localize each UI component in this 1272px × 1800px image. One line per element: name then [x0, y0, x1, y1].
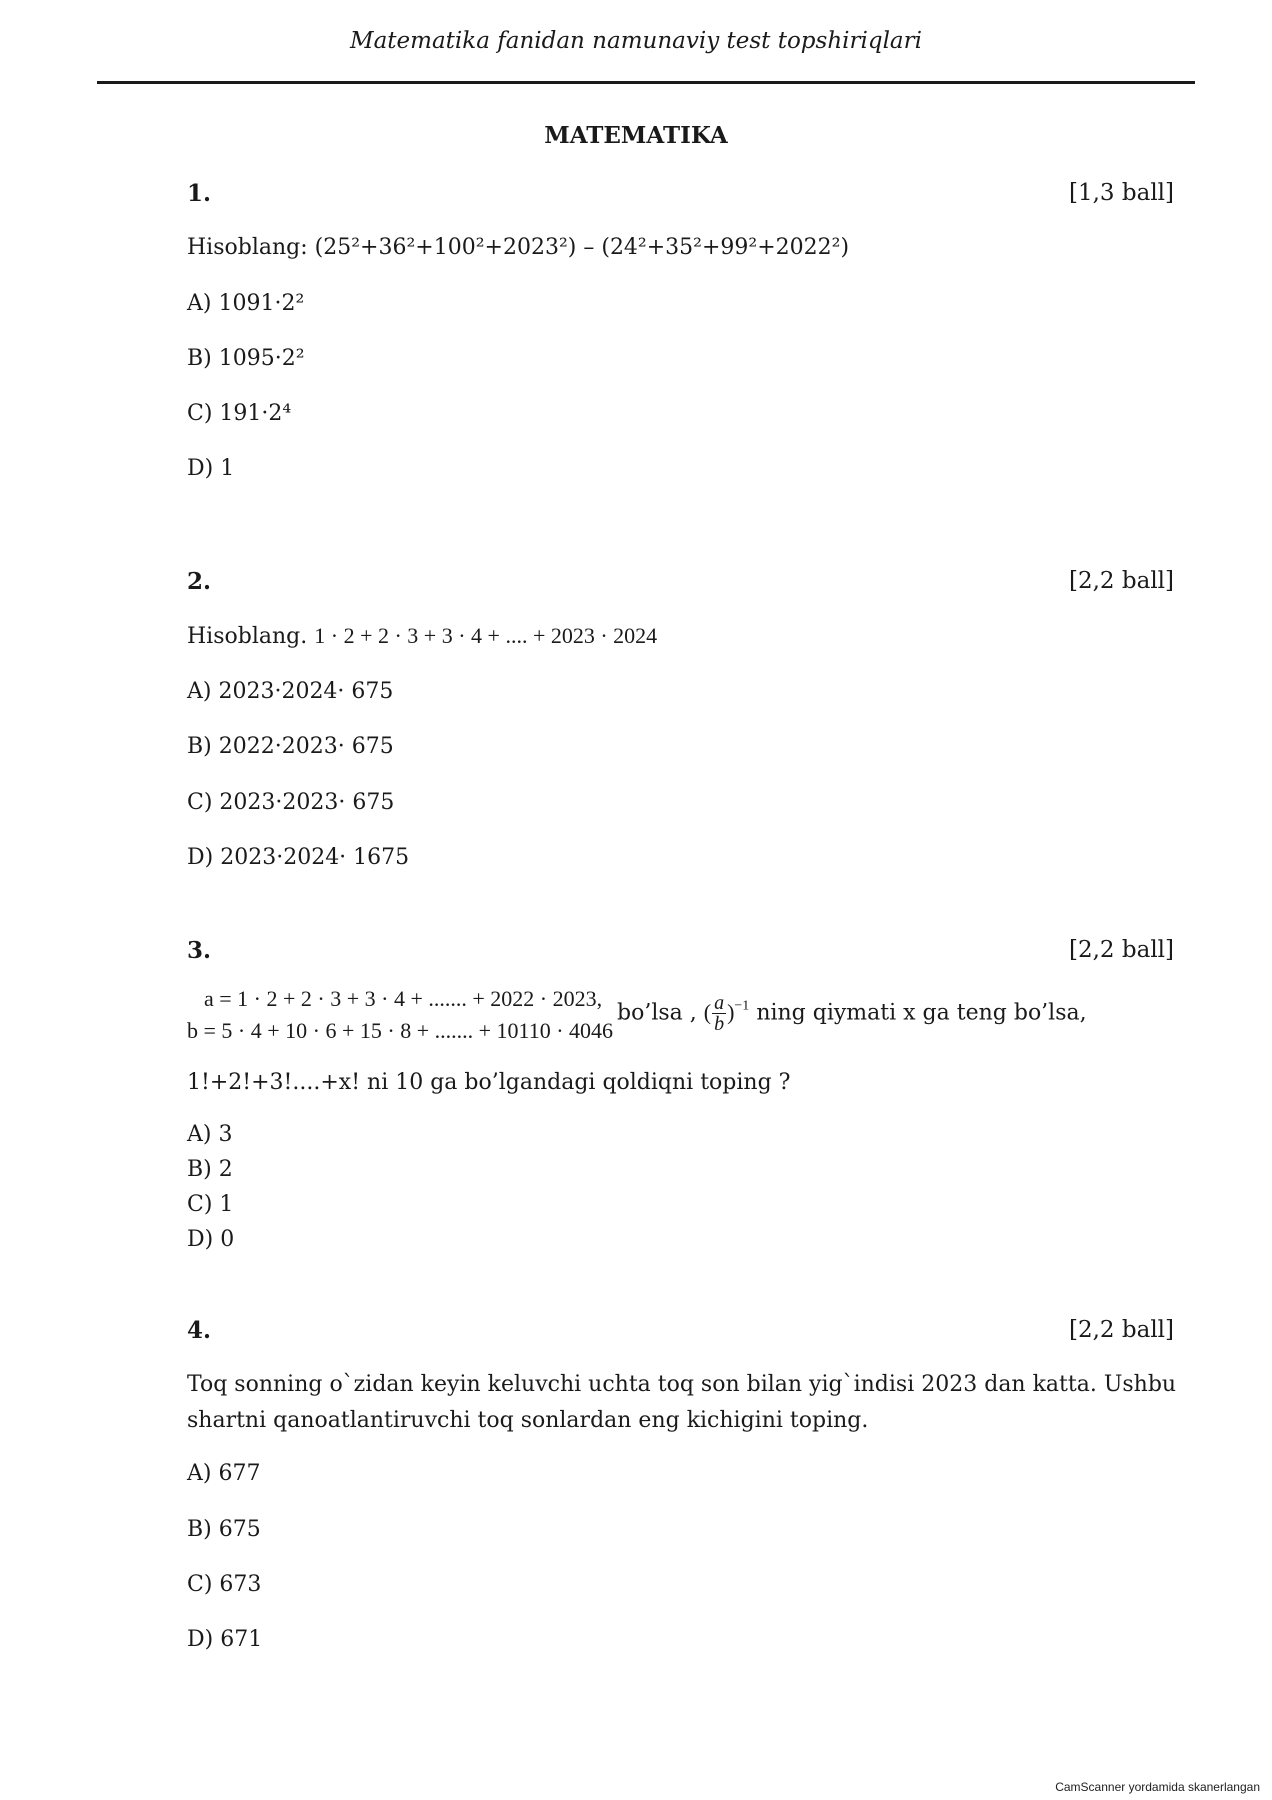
question-3-fraction-numerator: a: [714, 992, 725, 1014]
question-4-points: [2,2 ball]: [1069, 1317, 1174, 1343]
question-3-fraction-denominator: b: [714, 1013, 725, 1035]
question-3-formula-b: b = 5 · 4 + 10 · 6 + 15 · 8 + ....... + 10110 · 4046: [187, 1018, 614, 1043]
question-3-text-after: ning qiymati x ga teng bo’lsa,: [756, 1000, 1087, 1026]
question-3-points: [2,2 ball]: [1069, 937, 1174, 963]
question-2-option-b: B) 2022·2023· 675: [187, 734, 394, 759]
question-2-option-a: A) 2023·2024· 675: [187, 679, 394, 704]
question-1-option-b: B) 1095·2²: [187, 346, 305, 371]
question-1-prompt-label: Hisoblang:: [187, 235, 308, 260]
question-1-option-d: D) 1: [187, 456, 235, 481]
question-3-condition: [617, 993, 1087, 1034]
question-3-text-before: bo’lsa ,: [617, 1000, 697, 1026]
question-3-formulas: [187, 983, 613, 1047]
question-3-number: 3.: [187, 937, 212, 964]
subject-title: MATEMATIKA: [544, 122, 728, 149]
question-4-number: 4.: [187, 1317, 212, 1344]
question-4-option-c: C) 673: [187, 1572, 262, 1597]
running-header: Matematika fanidan namunaviy test topshiriqlari: [350, 28, 922, 54]
question-2-number: 2.: [187, 568, 212, 595]
question-4-option-a: A) 677: [187, 1461, 261, 1486]
question-3-option-a: A) 3: [187, 1122, 233, 1147]
question-2-prompt-label: Hisoblang.: [187, 624, 308, 649]
question-4-option-b: B) 675: [187, 1517, 261, 1542]
question-3-fraction: [712, 993, 726, 1034]
question-1-points: [1,3 ball]: [1069, 180, 1174, 206]
question-1-option-c: C) 191·2⁴: [187, 401, 292, 426]
question-2-option-d: D) 2023·2024· 1675: [187, 845, 410, 870]
scanner-watermark: CamScanner yordamida skanerlangan: [1055, 1780, 1260, 1794]
header-divider: [97, 81, 1195, 84]
question-2-prompt: [187, 623, 657, 649]
question-3-formula-a: a = 1 · 2 + 2 · 3 + 3 · 4 + ....... + 2022 · 2023,: [204, 986, 603, 1011]
question-1-prompt: [187, 235, 849, 260]
question-1-option-a: A) 1091·2²: [187, 291, 305, 316]
question-3-close-paren: ): [727, 999, 735, 1025]
question-4-option-d: D) 671: [187, 1627, 263, 1652]
question-3-fraction-exponent: −1: [734, 998, 750, 1014]
question-1-number: 1.: [187, 180, 212, 207]
question-3-open-paren: (: [703, 999, 712, 1025]
question-4-prompt: Toq sonning o`zidan keyin keluvchi uchta toq son bilan yig`indisi 2023 dan katta. Ushbu shartni qanoatlantiruvchi toq sonlardan eng kichigini toping.: [187, 1372, 1177, 1433]
question-3-option-b: B) 2: [187, 1157, 233, 1182]
question-1-expression: (25²+36²+100²+2023²) – (24²+35²+99²+2022²): [314, 235, 850, 260]
question-3-prompt-line-2: 1!+2!+3!....+x! ni 10 ga bo’lgandagi qoldiqni toping ?: [187, 1070, 791, 1095]
question-3-option-c: C) 1: [187, 1192, 234, 1217]
question-3-option-d: D) 0: [187, 1227, 235, 1252]
question-2-points: [2,2 ball]: [1069, 568, 1174, 594]
question-2-option-c: C) 2023·2023· 675: [187, 790, 395, 815]
question-2-expression: 1 · 2 + 2 · 3 + 3 · 4 + .... + 2023 · 2024: [314, 623, 658, 648]
